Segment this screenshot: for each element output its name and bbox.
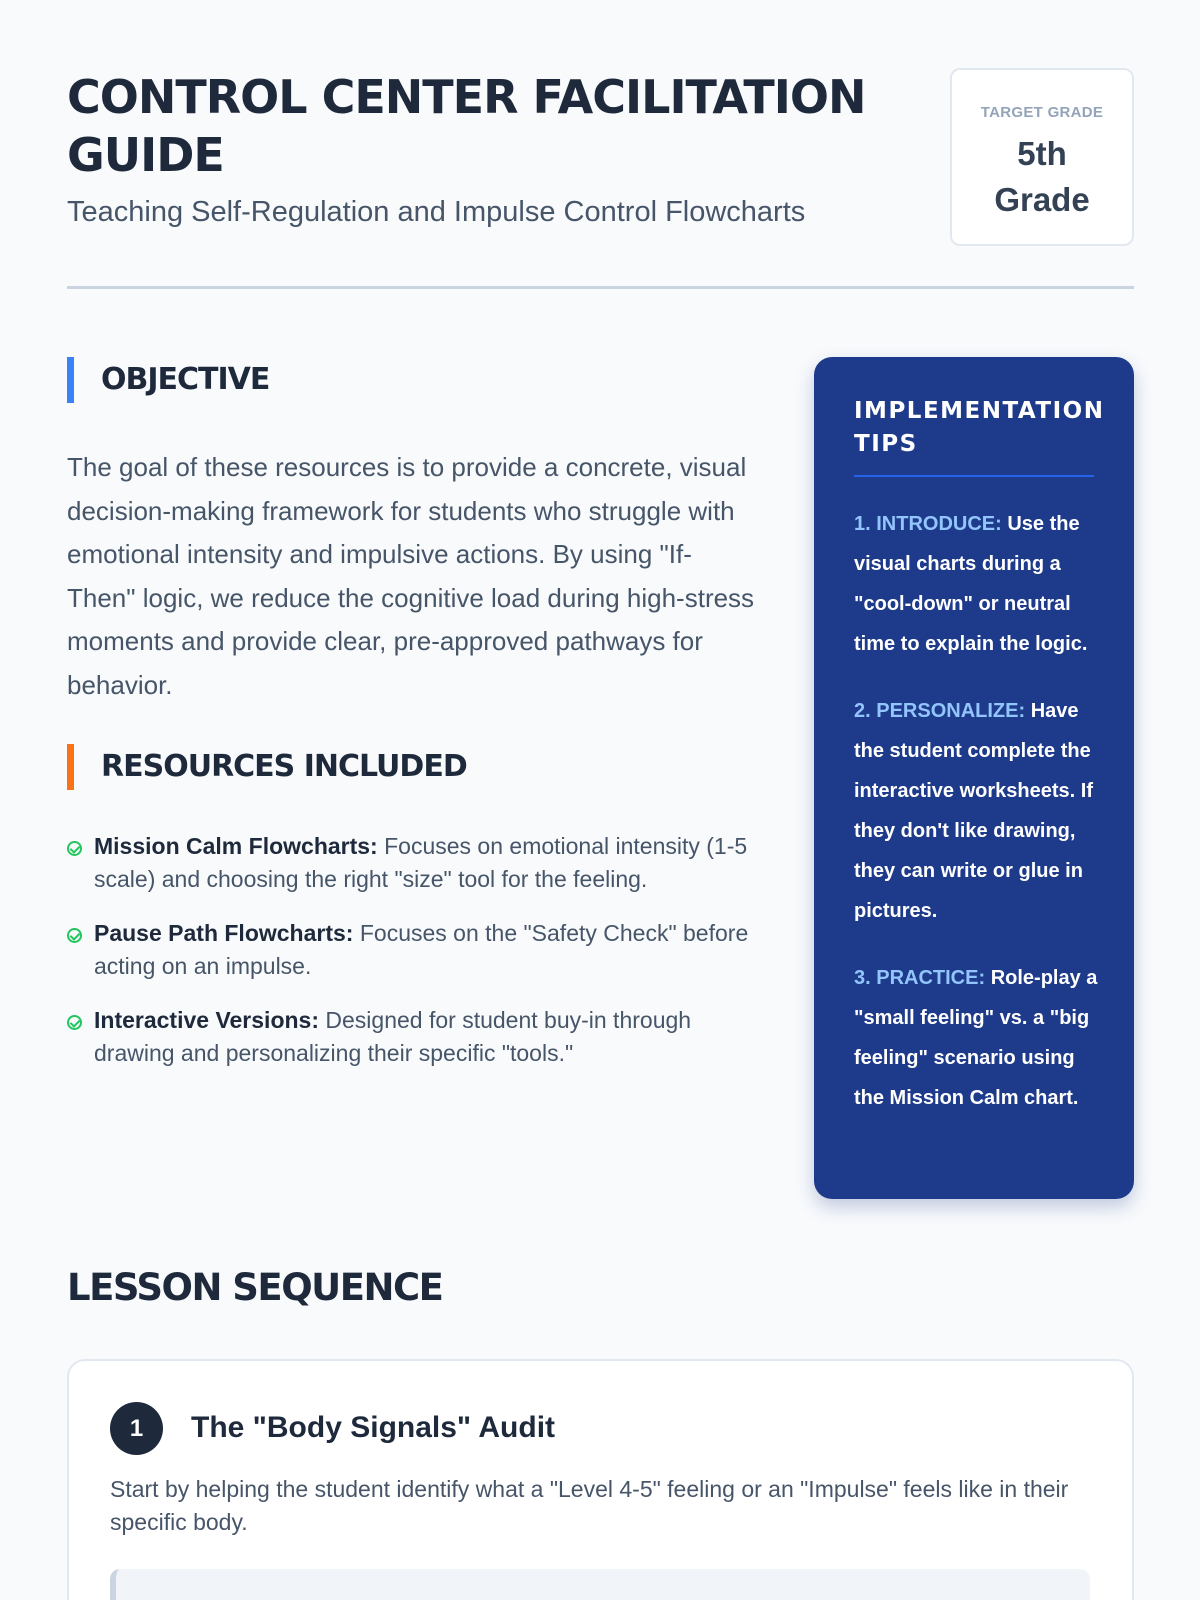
tip-item xyxy=(854,958,1104,1118)
step-title: The "Body Signals" Audit xyxy=(191,1411,556,1444)
implementation-tips-card xyxy=(814,357,1134,1199)
page-title: CONTROL CENTER FACILITATION GUIDE xyxy=(67,70,866,182)
resource-name: Interactive Versions: xyxy=(94,1007,319,1033)
tip-lead: 1. INTRODUCE: xyxy=(854,513,1002,535)
tip-item xyxy=(854,691,1104,931)
target-grade-label: TARGET GRADE xyxy=(980,104,1104,121)
resource-desc: Focuses on emotional intensity (1-5 scale) and choosing the right "size" tool for the feeling. xyxy=(94,833,748,892)
resource-text xyxy=(94,917,767,983)
resource-name: Mission Calm Flowcharts: xyxy=(94,833,378,859)
tip-item xyxy=(854,504,1104,664)
check-circle-icon xyxy=(67,1015,82,1030)
resource-desc: Designed for student buy-in through drawing and personalizing their specific "tools." xyxy=(94,1007,692,1066)
lesson-sequence-heading: LESSON SEQUENCE xyxy=(67,1266,443,1309)
resource-item xyxy=(67,830,767,896)
resource-desc: Focuses on the "Safety Check" before acting on an impulse. xyxy=(94,920,749,979)
target-grade-value: 5th Grade xyxy=(994,135,1090,218)
check-circle-icon xyxy=(67,841,82,856)
objective-text: The goal of these resources is to provide a concrete, visual decision-making framework for students who struggle with emotional intensity and impulsive actions. By using "If-Then" logic, we reduce the cognitive load during high-stress moments and provide clear, pre-approved pathways for behavior. xyxy=(67,452,755,700)
objective-heading: OBJECTIVE xyxy=(67,357,269,403)
resources-heading: RESOURCES INCLUDED xyxy=(67,744,467,790)
resource-item xyxy=(67,1004,767,1070)
tip-text: Have the student complete the interactive worksheets. If they don't like drawing, they can write or glue in pictures. xyxy=(854,700,1093,922)
check-circle-icon xyxy=(67,928,82,943)
tip-text: Use the visual charts during a "cool-down" or neutral time to explain the logic. xyxy=(854,513,1088,655)
header-divider xyxy=(67,286,1134,289)
tip-lead: 2. PERSONALIZE: xyxy=(854,700,1026,722)
tip-lead: 3. PRACTICE: xyxy=(854,967,986,989)
resource-text xyxy=(94,830,767,896)
step-description: Start by helping the student identify what a "Level 4-5" feeling or an "Impulse" feels like in their specific body. xyxy=(110,1476,1069,1535)
step-number-badge: 1 xyxy=(110,1402,163,1455)
guide-page xyxy=(67,0,1134,1600)
resource-item xyxy=(67,917,767,983)
tip-text: Role-play a "small feeling" vs. a "big feeling" scenario using the Mission Calm chart. xyxy=(854,967,1098,1109)
resources-list xyxy=(67,830,767,1091)
target-grade-badge xyxy=(950,68,1134,246)
resource-text xyxy=(94,1004,767,1070)
lesson-step-card xyxy=(67,1359,1134,1600)
step-callout-box xyxy=(110,1569,1090,1600)
resource-name: Pause Path Flowcharts: xyxy=(94,920,354,946)
tips-heading: IMPLEMENTATION TIPS xyxy=(854,395,1094,477)
page-header xyxy=(67,68,1134,288)
page-subtitle: Teaching Self-Regulation and Impulse Control Flowcharts xyxy=(67,196,806,228)
